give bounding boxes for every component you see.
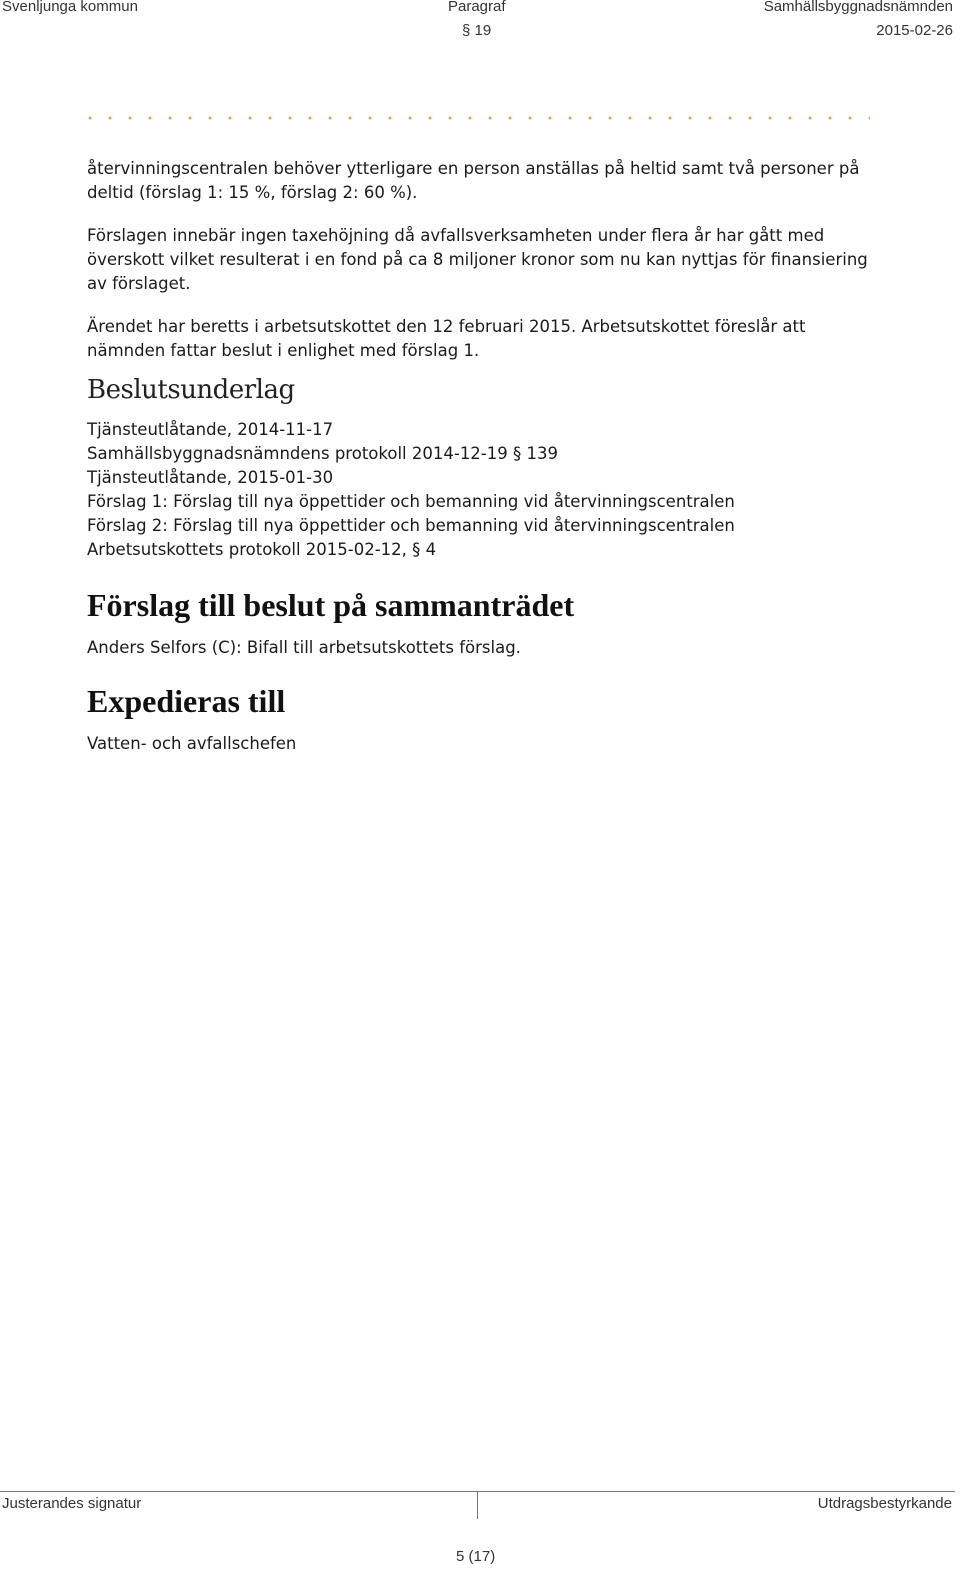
beslutsunderlag-list xyxy=(87,418,877,562)
body-paragraph-2: Förslagen innebär ingen taxehöjning då avfallsverksamheten under flera år har gått med överskott vilket resulterat i en fond på ca 8 miljoner kronor som nu kan nyttjas för finansiering av förslaget. xyxy=(87,226,868,293)
committee-name: Samhällsbyggnadsnämnden xyxy=(763,0,953,15)
paragraph-number: § 19 xyxy=(462,22,492,39)
expedieras-text: Vatten- och avfallschefen xyxy=(87,734,297,753)
footer-divider xyxy=(477,1491,478,1519)
organization-name: Svenljunga kommun xyxy=(2,0,138,15)
dotted-separator xyxy=(80,116,870,120)
list-item: Tjänsteutlåtande, 2015-01-30 xyxy=(87,468,334,487)
list-item: Tjänsteutlåtande, 2014-11-17 xyxy=(87,420,334,439)
paragraph-label: Paragraf xyxy=(448,0,506,15)
document-body xyxy=(87,157,877,756)
body-paragraph-1: återvinningscentralen behöver ytterligare en person anställas på heltid samt två personer på deltid (förslag 1: 15 %, förslag 2: 60 %). xyxy=(87,159,860,202)
list-item: Arbetsutskottets protokoll 2015-02-12, § 4 xyxy=(87,540,437,559)
expedieras-heading: Expedieras till xyxy=(87,683,286,719)
list-item: Samhällsbyggnadsnämndens protokoll 2014-12-19 § 139 xyxy=(87,444,558,463)
page-number: 5 (17) xyxy=(456,1548,496,1565)
body-paragraph-3: Ärendet har beretts i arbetsutskottet den 12 februari 2015. Arbetsutskottet föreslår att nämnden fattar beslut i enlighet med förslag 1. xyxy=(87,317,806,360)
certification-label: Utdragsbestyrkande xyxy=(817,1495,952,1512)
signature-label: Justerandes signatur xyxy=(2,1495,142,1512)
forslag-text: Anders Selfors (C): Bifall till arbetsutskottets förslag. xyxy=(87,638,521,657)
forslag-heading: Förslag till beslut på sammanträdet xyxy=(87,587,575,623)
beslutsunderlag-heading: Beslutsunderlag xyxy=(87,375,295,405)
meeting-date: 2015-02-26 xyxy=(876,22,953,39)
list-item: Förslag 2: Förslag till nya öppettider och bemanning vid återvinningscentralen xyxy=(87,516,735,535)
list-item: Förslag 1: Förslag till nya öppettider och bemanning vid återvinningscentralen xyxy=(87,492,735,511)
